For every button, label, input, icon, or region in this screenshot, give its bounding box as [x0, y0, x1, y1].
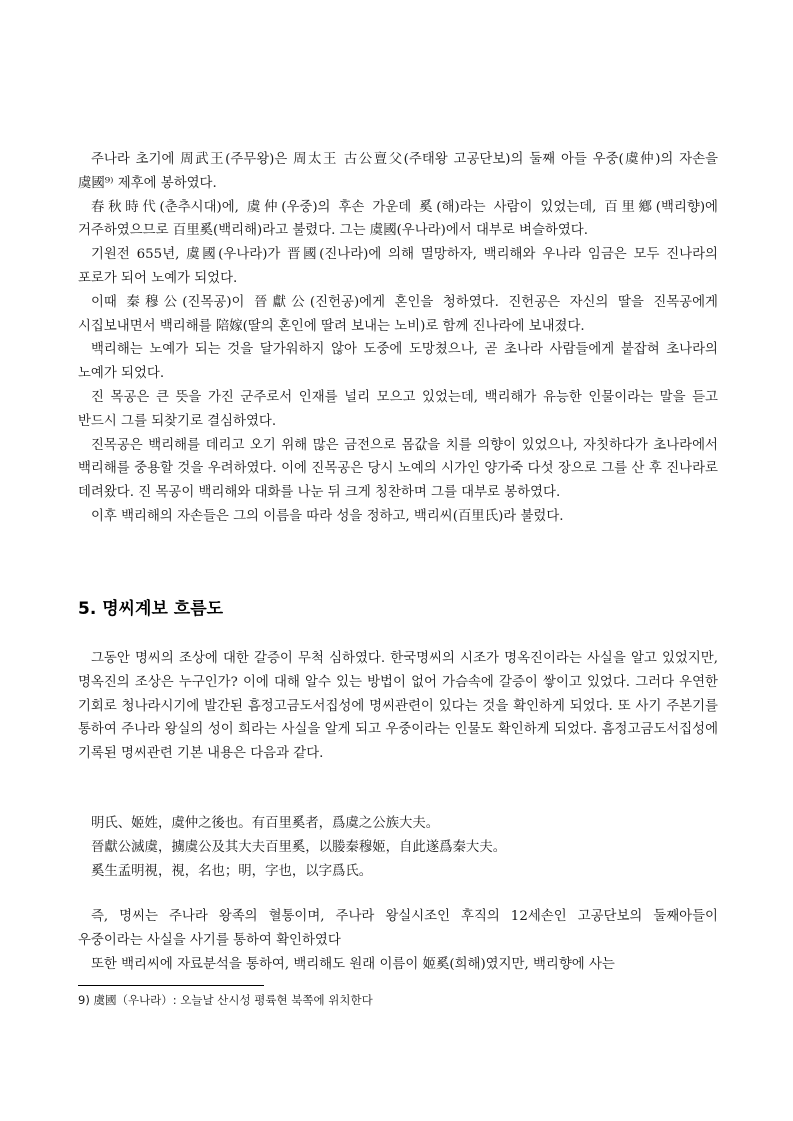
paragraph: 기원전 655년, 虞國(우나라)가 晋國(진나라)에 의해 멸망하자, 백리해와 우나라 임금은 모두 진나라의 포로가 되어 노예가 되었다.	[78, 247, 718, 286]
section-body-1	[78, 148, 718, 529]
quote-line: 晉獻公滅虞，擄虞公及其大夫百里奚，以媵秦穆姬，自此遂爲秦大夫。	[91, 840, 507, 855]
footnote-rule	[78, 985, 264, 986]
paragraph: 이후 백리해의 자손들은 그의 이름을 따라 성을 정하고, 백리씨(百里氏)라 불렀다.	[91, 508, 564, 524]
paragraph: 주나라 초기에 周武王(주무왕)은 周太王 古公亶父(주태왕 고공단보)의 둘째 아들 우중(虞仲)의 자손을 虞國⁹⁾ 제후에 봉하였다.	[78, 152, 718, 191]
footnote: 9) 虞國（우나라）: 오늘날 산시성 평륙현 북쪽에 위치한다	[78, 993, 373, 1007]
section-body-2	[78, 647, 718, 766]
classical-quote	[78, 812, 718, 884]
paragraph: 이때 秦穆公(진목공)이 晉獻公(진헌공)에게 혼인을 청하였다. 진헌공은 자신의 딸을 진목공에게 시집보내면서 백리해를 陪嫁(딸의 혼인에 딸려 보내는 노비)로 함께 진나라에 보내졌다.	[78, 294, 718, 334]
paragraph: 백리해는 노예가 되는 것을 달가워하지 않아 도중에 도망쳤으나, 곧 초나라 사람들에게 붙잡혀 초나라의 노예가 되었다.	[78, 342, 718, 382]
quote-line: 明氏、姬姓，虞仲之後也。有百里奚者，爲虞之公族大夫。	[91, 816, 440, 831]
section-heading: 5. 명씨계보 흐름도	[78, 599, 224, 619]
paragraph: 春秋時代(춘추시대)에, 虞仲(우중)의 후손 가운데 奚(해)라는 사람이 있었는데, 百里鄕(백리향)에 거주하였으므로 百里奚(백리해)라고 불렸다. 그는 虞國(우나라)에서 대부로 벼슬하였다.	[78, 199, 718, 239]
paragraph: 또한 백리씨에 자료분석을 통하여, 백리해도 원래 이름이 姬奚(희해)였지만, 백리향에 사는	[91, 956, 615, 972]
paragraph: 즉, 명씨는 주나라 왕족의 혈통이며, 주나라 왕실시조인 후직의 12세손인 고공단보의 둘째아들이 우중이라는 사실을 사기를 통하여 확인하였다	[78, 909, 718, 948]
quote-line: 奚生孟明視，視，名也；明，字也，以字爲氏。	[91, 864, 373, 879]
paragraph: 진목공은 백리해를 데리고 오기 위해 많은 금전으로 몸값을 치를 의향이 있었으나, 자칫하다가 초나라에서 백리해를 중용할 것을 우려하였다. 이에 진목공은 당시 노예의 시가인 양가죽 다섯 장으로 그를 산 후 진나라로 데려왔다. 진 목공이 백리해와 대화를 나눈 뒤 크게 칭찬하며 그를 대부로 봉하였다.	[78, 437, 718, 501]
paragraph: 그동안 명씨의 조상에 대한 갈증이 무척 심하였다. 한국명씨의 시조가 명옥진이라는 사실을 알고 있었지만, 명옥진의 조상은 누구인가? 이에 대해 알수 있는 방법이 없어 가슴속에 갈증이 쌓이고 있었다. 그러다 우연한 기회로 청나라시기에 발간된 흠정고금도서집성에 명씨관련이 있다는 것을 확인하게 되었다. 또 사기 주본기를 통하여 주나라 왕실의 성이 희라는 사실을 알게 되고 우중이라는 인물도 확인하게 되었다. 흠정고금도서집성에 기록된 명씨관련 기본 내용은 다음과 같다.	[78, 651, 718, 762]
section-body-3	[78, 905, 718, 976]
paragraph: 진 목공은 큰 뜻을 가진 군주로서 인재를 널리 모으고 있었는데, 백리해가 유능한 인물이라는 말을 듣고 반드시 그를 되찾기로 결심하였다.	[78, 389, 718, 429]
